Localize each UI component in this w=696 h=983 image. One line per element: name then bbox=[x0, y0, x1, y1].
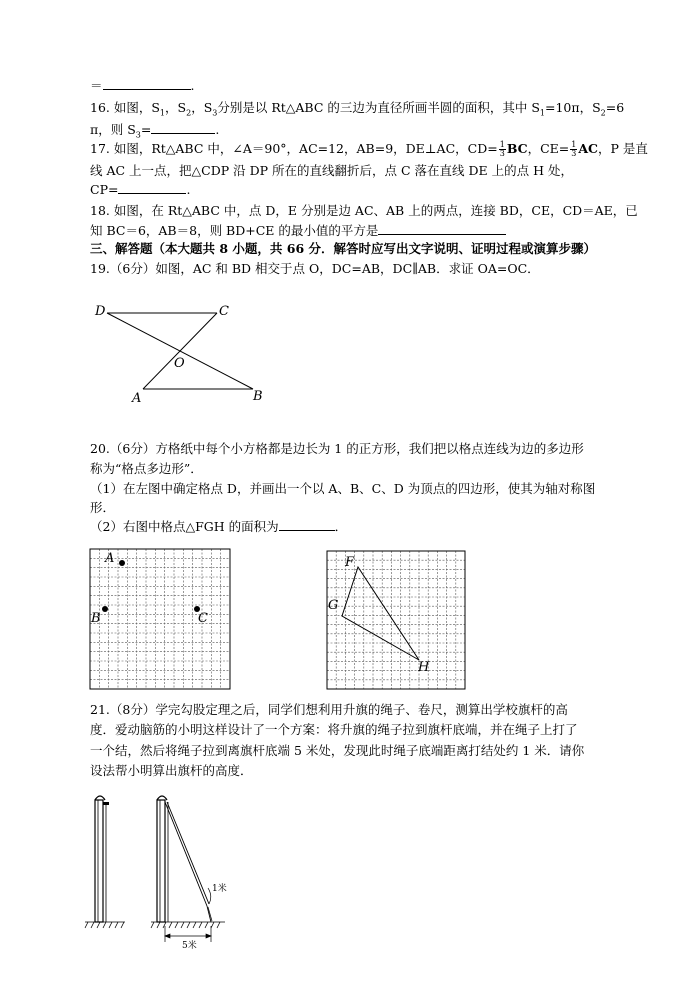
q19-statement: 19.（6分）如图，AC 和 BD 相交于点 O，DC=AB，DC∥AB．求证 OA=OC． bbox=[90, 261, 540, 276]
q16-sub2: 2 bbox=[186, 108, 192, 118]
q16-text-c: ，S bbox=[191, 100, 213, 115]
q21-text-b: 度．爱动脑筋的小明这样设计了一个方案：将升旗的绳子拉到旗杆底端，并在绳子上打了 bbox=[90, 722, 578, 737]
q17-line2 bbox=[90, 162, 573, 180]
q20-line4 bbox=[90, 499, 115, 517]
q20-right-grid bbox=[327, 551, 465, 689]
q20-answer-blank[interactable] bbox=[279, 518, 335, 531]
q20-text-d: 形． bbox=[90, 500, 116, 515]
q20-text-b: 称为“格点多边形”． bbox=[90, 461, 203, 476]
q20-line2 bbox=[90, 460, 203, 478]
q20-text-a: 20.（6分）方格纸中每个小方格都是边长为 1 的正方形，我们把以格点连线为边的多边形 bbox=[90, 441, 584, 456]
q17-text-c: ，CE= bbox=[527, 141, 570, 156]
q16-answer-blank[interactable] bbox=[151, 121, 215, 134]
q20-triangle-fgh bbox=[342, 567, 419, 660]
q19-figure bbox=[90, 295, 290, 410]
q20-line1 bbox=[90, 440, 584, 458]
q15-answer-blank[interactable] bbox=[103, 77, 191, 90]
q15-end: . bbox=[190, 78, 195, 93]
q17-frac2-den: 3 bbox=[571, 149, 577, 158]
q20-text-e: （2）右图中格点△FGH 的面积为 bbox=[90, 519, 279, 534]
q18-text-b: 知 BC＝6，AB＝8，则 BD+CE 的最小值的平方是 bbox=[90, 223, 379, 238]
q17-frac1-num: 1 bbox=[499, 140, 505, 149]
q21-ground-right bbox=[151, 922, 225, 928]
q19-label-o: O bbox=[174, 356, 185, 371]
q16-end: . bbox=[215, 122, 220, 137]
q20-point-b bbox=[102, 606, 108, 612]
section3-heading bbox=[90, 240, 596, 258]
q20-left-grid bbox=[90, 549, 230, 689]
q21-line1 bbox=[90, 701, 568, 719]
q16-text-e: =10π，S bbox=[545, 100, 601, 115]
q16-text-a: 16. 如图，S bbox=[90, 100, 160, 115]
q20-end: ． bbox=[334, 519, 348, 534]
q18-answer-blank[interactable] bbox=[378, 222, 506, 235]
q21-5m-dimension bbox=[165, 926, 211, 942]
q17-text-e: ，P 是直 bbox=[597, 141, 648, 156]
q21-flagpole-figure bbox=[85, 790, 255, 950]
q17-answer-blank[interactable] bbox=[118, 181, 186, 194]
q21-label-1m: 1米 bbox=[212, 884, 227, 894]
q17-text-g: CP= bbox=[90, 182, 119, 197]
q16-text-h: = bbox=[140, 122, 152, 137]
q19-segment-ca bbox=[143, 313, 217, 389]
q21-text-d: 设法帮小明算出旗杆的高度． bbox=[90, 763, 253, 778]
q18-line2 bbox=[90, 222, 506, 240]
q20-label-c: C bbox=[198, 611, 208, 626]
q21-text-c: 一个结，然后将绳子拉到离旗杆底端 5 米处，发现此时绳子底端距离打结处约 1 米．请你 bbox=[90, 743, 585, 758]
q17-frac1 bbox=[499, 141, 506, 158]
q19-label-c: C bbox=[219, 304, 229, 319]
q20-right-grid-border bbox=[327, 551, 465, 689]
q21-ground-left bbox=[85, 922, 125, 928]
q21-pole-right bbox=[157, 796, 168, 922]
q17-frac2 bbox=[570, 141, 577, 158]
q20-line3 bbox=[90, 480, 595, 498]
q21-line4 bbox=[90, 762, 253, 780]
q19-label-a: A bbox=[132, 391, 142, 406]
q20-left-grid-border bbox=[90, 549, 230, 689]
section3-text: 三、解答题（本大题共 8 小题，共 66 分．解答时应写出文字说明、证明过程或演算步骤） bbox=[90, 241, 597, 256]
q16-sub3b: 3 bbox=[135, 130, 141, 140]
q16-sub1: 1 bbox=[159, 108, 166, 118]
q17-frac1-den: 3 bbox=[499, 149, 505, 158]
q17-line3 bbox=[90, 181, 190, 199]
q17-frac2-num: 1 bbox=[571, 140, 577, 149]
q20-left-grid-figure bbox=[90, 549, 230, 689]
q17-text-b: BC bbox=[506, 141, 528, 156]
q21-label-5m: 5米 bbox=[182, 941, 197, 951]
q17-end: . bbox=[186, 182, 191, 197]
q20-line5 bbox=[90, 518, 347, 536]
q17-text-a: 17. 如图，Rt△ABC 中，∠A＝90°，AC=12，AB=9，DE⊥AC，CD= bbox=[90, 141, 498, 156]
q19-label-b: B bbox=[253, 389, 263, 404]
q20-text-c: （1）在左图中确定格点 D，并画出一个以 A、B、C、D 为顶点的四边形，使其为轴对称图 bbox=[90, 481, 596, 496]
q17-text-d: AC bbox=[578, 141, 598, 156]
q20-label-b: B bbox=[91, 611, 101, 626]
q15-tail bbox=[90, 77, 195, 95]
q16-sub2b: 2 bbox=[600, 108, 606, 118]
q21-line3 bbox=[90, 742, 584, 760]
q18-line1 bbox=[90, 202, 638, 220]
q20-point-a bbox=[119, 560, 125, 566]
q20-label-g: G bbox=[328, 598, 339, 613]
q16-text-d: 分别是以 Rt△ABC 的三边为直径所画半圆的面积，其中 S bbox=[217, 100, 540, 115]
q16-text-f: =6 bbox=[605, 100, 625, 115]
q19-label-d: D bbox=[95, 304, 106, 319]
q20-label-h: H bbox=[418, 660, 430, 675]
q17-line1 bbox=[90, 140, 648, 158]
q17-text-f: 线 AC 上一点，把△CDP 沿 DP 所在的直线翻折后，点 C 落在直线 DE 上的点 H 处， bbox=[90, 163, 573, 178]
q15-eq: ＝ bbox=[90, 78, 103, 93]
q20-label-f: F bbox=[345, 555, 355, 570]
q21-pole-left bbox=[95, 796, 109, 922]
q16-sub3: 3 bbox=[212, 108, 218, 118]
q16-line1 bbox=[90, 99, 624, 123]
q19-text bbox=[90, 260, 540, 278]
q16-text-b: ，S bbox=[165, 100, 187, 115]
q21-text-a: 21.（8分）学完勾股定理之后，同学们想利用升旗的绳子、卷尺，测算出学校旗杆的高 bbox=[90, 702, 568, 717]
q18-text-a: 18. 如图，在 Rt△ABC 中，点 D，E 分别是边 AC、AB 上的两点，连接 BD，CE，CD＝AE，已 bbox=[90, 203, 638, 218]
q20-right-grid-figure bbox=[327, 551, 465, 689]
q21-rope bbox=[165, 802, 211, 922]
q21-line2 bbox=[90, 721, 578, 739]
q16-text-g: π，则 S bbox=[90, 122, 136, 137]
q20-label-a: A bbox=[105, 551, 115, 566]
q16-sub1b: 1 bbox=[539, 108, 545, 118]
